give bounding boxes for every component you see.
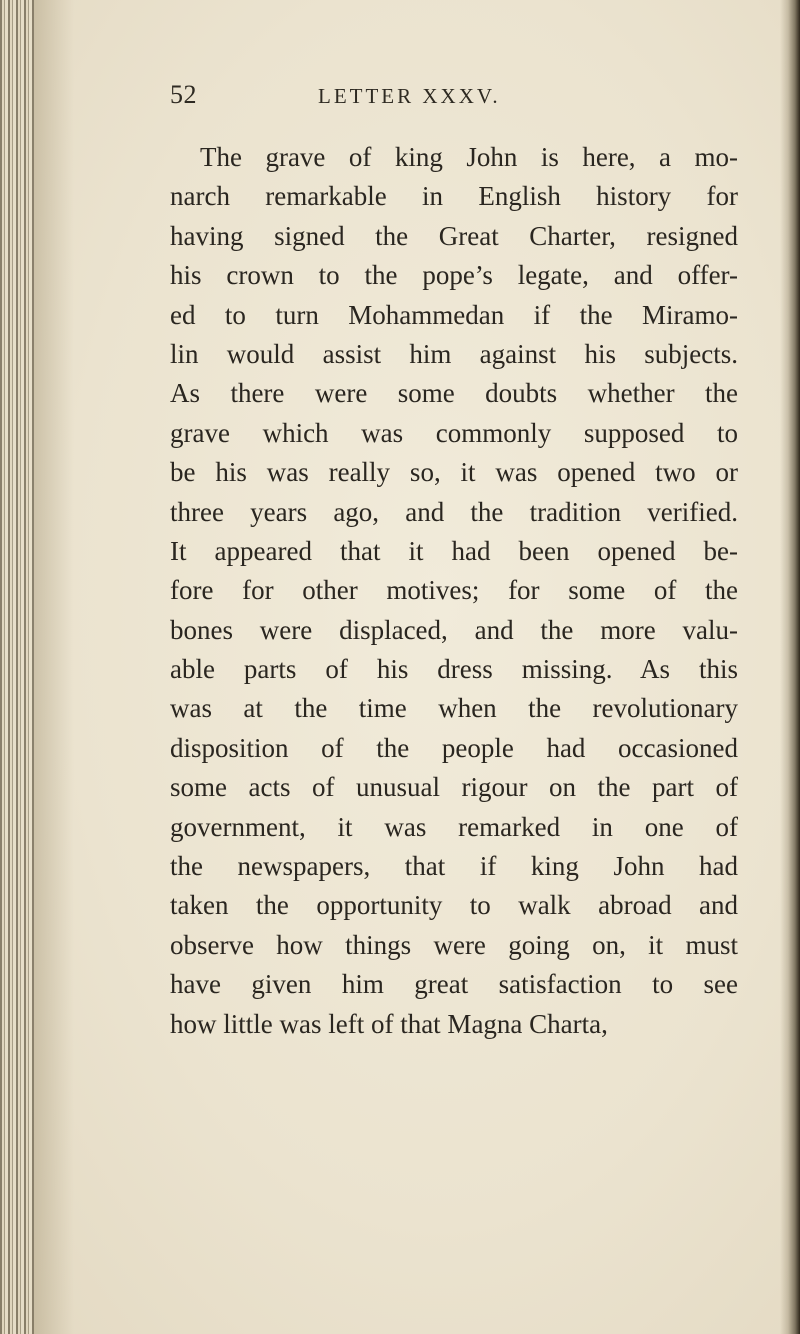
- text-line: able parts of his dress missing. As this: [170, 654, 738, 685]
- text-line: As there were some doubts whether the: [170, 378, 738, 409]
- text-line: be his was really so, it was opened two or: [170, 457, 738, 488]
- text-line: narch remarkable in English history for: [170, 181, 738, 212]
- page-edge-shadow: [780, 0, 800, 1334]
- text-line: bones were displaced, and the more valu-: [170, 614, 738, 645]
- text-line: was at the time when the revolutionary: [170, 693, 738, 724]
- text-line: observe how things were going on, it must: [170, 929, 738, 960]
- text-line: fore for other motives; for some of the: [170, 575, 738, 606]
- page-header: [0, 80, 800, 120]
- text-line: his crown to the pope’s legate, and offer-: [170, 260, 738, 291]
- text-line: government, it was remarked in one of: [170, 811, 738, 842]
- text-line: taken the opportunity to walk abroad and: [170, 890, 738, 921]
- text-line: some acts of unusual rigour on the part of: [170, 772, 738, 803]
- text-line: grave which was commonly supposed to: [170, 417, 738, 448]
- text-line: disposition of the people had occasioned: [170, 732, 738, 763]
- text-line: having signed the Great Charter, resigned: [170, 220, 738, 251]
- text-line: lin would assist him against his subjects.: [170, 338, 738, 369]
- gutter-shadow: [34, 0, 74, 1334]
- text-line: It appeared that it had been opened be-: [170, 535, 738, 566]
- running-head: LETTER XXXV.: [318, 84, 501, 108]
- binding-gutter: [0, 0, 34, 1334]
- text-line: ed to turn Mohammedan if the Miramo-: [170, 299, 738, 330]
- text-line: how little was left of that Magna Charta,: [170, 1008, 608, 1039]
- text-line: The grave of king John is here, a mo-: [200, 142, 738, 172]
- text-line: the newspapers, that if king John had: [170, 851, 738, 882]
- text-line: have given him great satisfaction to see: [170, 969, 738, 1000]
- page-number: 52: [170, 80, 197, 109]
- text-line: three years ago, and the tradition verified.: [170, 496, 738, 527]
- body-paragraph: [170, 138, 738, 1044]
